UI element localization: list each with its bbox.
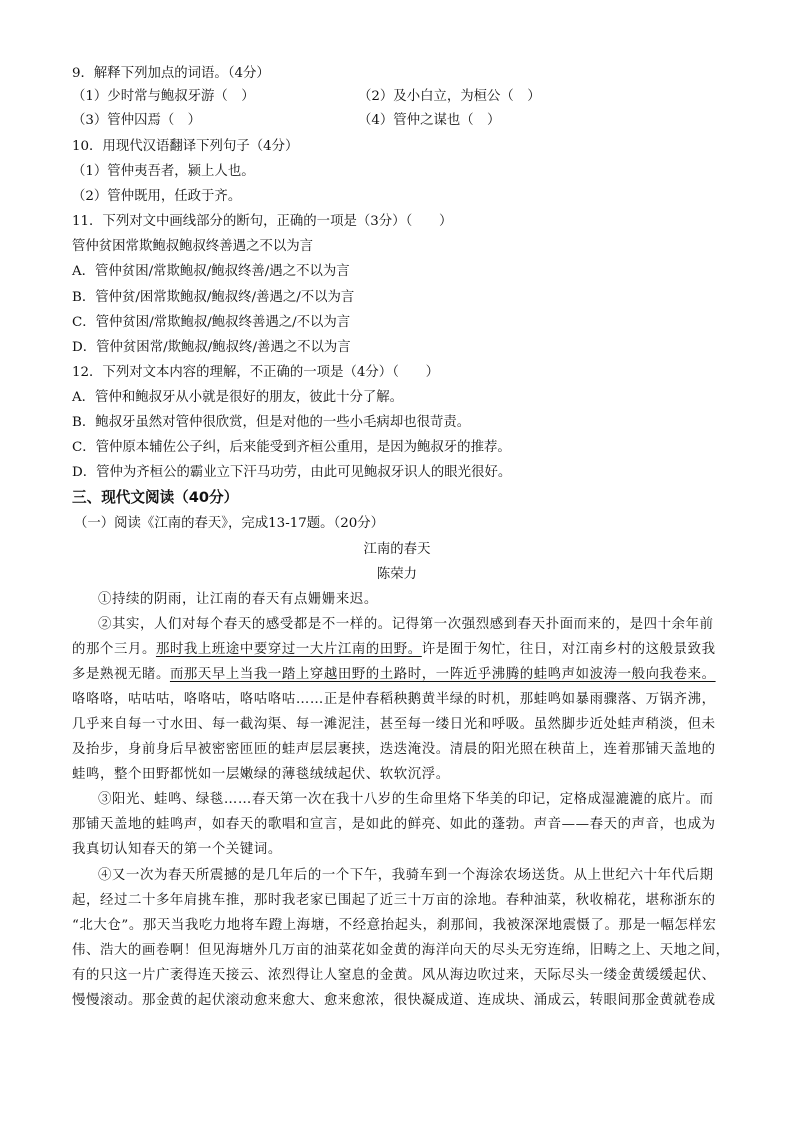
article-line [72, 740, 716, 760]
article-line [72, 916, 716, 936]
q9-item-2: （2）及小白立，为桓公（ ） [358, 89, 541, 104]
article-line [98, 866, 714, 886]
q12-option-d: D．管仲为齐桓公的霸业立下汗马功劳，由此可见鲍叔牙识人的眼光很好。 [72, 465, 512, 480]
underlined-text: 而那天早上当我一踏上穿越田野的土路时，一阵近乎沸腾的蛙鸣声如波涛一般向我卷来。 [169, 667, 716, 682]
article-line [98, 590, 378, 610]
article-text: ③阳光、蛙鸣、绿毯……春天第一次在我十八岁的生命里烙下华美的印记，定格成湿漉漉的底片。而 [98, 792, 714, 807]
article-line [72, 966, 716, 986]
article-author: 陈荣力 [376, 567, 418, 582]
article-text: 许是囿于匆忙，往日，对江南乡村的这般景致我 [421, 642, 716, 657]
article-text: 及抬步，身前身后早被密密匝匝的蛙声层层裹挟，迭迭淹没。清晨的阳光照在秧苗上，连着那铺天盖地的 [72, 742, 716, 757]
article-text: 我真切认知春天的第一个关键词。 [72, 842, 282, 857]
article-text: ④又一次为春天所震撼的是几年后的一个下午，我骑车到一个海涂农场送货。从上世纪六十年代后期 [98, 868, 714, 883]
q11-title: 11．下列对文中画线部分的断句，正确的一项是（3分）（ ） [72, 214, 453, 229]
article-text: 起，经过二十多年肩挑车推，那时我老家已围起了近三十万亩的涂地。春种油菜，秋收棉花，堪称浙东的 [72, 893, 716, 908]
q12-option-a: A．管仲和鲍叔牙从小就是很好的朋友，彼此十分了解。 [72, 390, 404, 405]
q11-sentence: 管仲贫困常欺鲍叔鲍叔终善遇之不以为言 [72, 239, 314, 254]
article-text: 有的只这一片广袤得连天接云、浓烈得让人窒息的金黄。风从海边吹过来，天际尽头一缕金黄缓缓起伏、 [72, 968, 716, 983]
section-subheading: （一）阅读《江南的春天》，完成13-17题。（20分） [74, 516, 385, 531]
q12-option-c: C．管仲原本辅佐公子纠，后来能受到齐桓公重用，是因为鲍叔牙的推荐。 [72, 440, 511, 455]
q10-title: 10．用现代汉语翻译下列句子（4分） [72, 139, 299, 154]
article-text: 伟、浩大的画卷啊！但见海塘外几万亩的油菜花如金黄的海洋向天的尽头无穷连绵，旧畴之上、天地之间， [72, 943, 730, 958]
q12-option-b: B．鲍叔牙虽然对管仲很欣赏，但是对他的一些小毛病却也很苛责。 [72, 415, 471, 430]
q12-title: 12．下列对文本内容的理解，不正确的一项是（4分）（ ） [72, 365, 440, 380]
article-text: ①持续的阴雨，让江南的春天有点姗姗来迟。 [98, 592, 378, 607]
article-text: 的那个三月。 [72, 642, 156, 657]
article-text: 那铺天盖地的蛙鸣声，如春天的歌唱和宣言，是如此的鲜亮、如此的蓬勃。声音——春天的声音，也成为 [72, 817, 716, 832]
q9-item-1: （1）少时常与鲍叔牙游（ ） [72, 89, 255, 104]
article-text: “北大仓”。那天当我吃力地将车蹬上海塘，不经意抬起头，刹那间，我被深深地震慑了。那是一幅怎样宏 [72, 918, 717, 933]
q10-item-1: （1）管仲夷吾者，颍上人也。 [72, 164, 255, 179]
article-line [72, 941, 730, 961]
article-text: 几乎来自每一寸水田、每一截沟渠、每一滩泥洼，甚至每一缕日光和呼吸。虽然脚步近处蛙声稍淡，但未 [72, 717, 716, 732]
q11-option-d: D．管仲贫困常/欺鲍叔/鲍叔终/善遇之不以为言 [72, 340, 351, 355]
article-line [72, 765, 450, 785]
article-text: ②其实，人们对每个春天的感受都是不一样的。记得第一次强烈感到春天扑面而来的，是四十余年前 [98, 617, 714, 632]
underlined-text: 那时我上班途中要穿过一大片江南的田野。 [155, 642, 422, 657]
article-line [72, 640, 716, 660]
q9-title: 9．解释下列加点的词语。（4分） [72, 66, 270, 81]
article-text: 多是熟视无睹。 [72, 667, 170, 682]
q9-item-3: （3）管仲囚焉（ ） [72, 113, 202, 128]
article-text: 蛙鸣，整个田野都恍如一层嫩绿的薄毯绒绒起伏、软软沉浮。 [72, 767, 450, 782]
article-line [72, 815, 716, 835]
q11-option-a: A．管仲贫困/常欺鲍叔/鲍叔终善/遇之不以为言 [72, 264, 350, 279]
article-text: 慢慢滚动。那金黄的起伏滚动愈来愈大、愈来愈浓，很快凝成道、连成块、涌成云，转眼间那金黄就卷成 [72, 993, 716, 1008]
article-line [98, 615, 714, 635]
section-heading: 三、现代文阅读（40分） [72, 489, 239, 506]
article-line [72, 690, 716, 710]
article-line [72, 991, 716, 1011]
q10-item-2: （2）管仲既用，任政于齐。 [72, 189, 242, 204]
article-line [72, 665, 716, 685]
q11-option-b: B．管仲贫/困常欺鲍叔/鲍叔终/善遇之/不以为言 [72, 290, 355, 305]
q11-option-c: C．管仲贫困/常欺鲍叔/鲍叔终善遇之/不以为言 [72, 315, 351, 330]
article-line [72, 840, 282, 860]
article-line [72, 891, 716, 911]
article-text: 咯咯咯，咕咕咕，咯咯咕，咯咕咯咕……正是仲春稻秧鹅黄半绿的时机，那蛙鸣如暴雨骤落、万锅齐沸， [72, 692, 716, 707]
q9-item-4: （4）管仲之谋也（ ） [358, 113, 501, 128]
article-line [98, 790, 714, 810]
article-line [72, 715, 716, 735]
article-title: 江南的春天 [363, 542, 431, 557]
